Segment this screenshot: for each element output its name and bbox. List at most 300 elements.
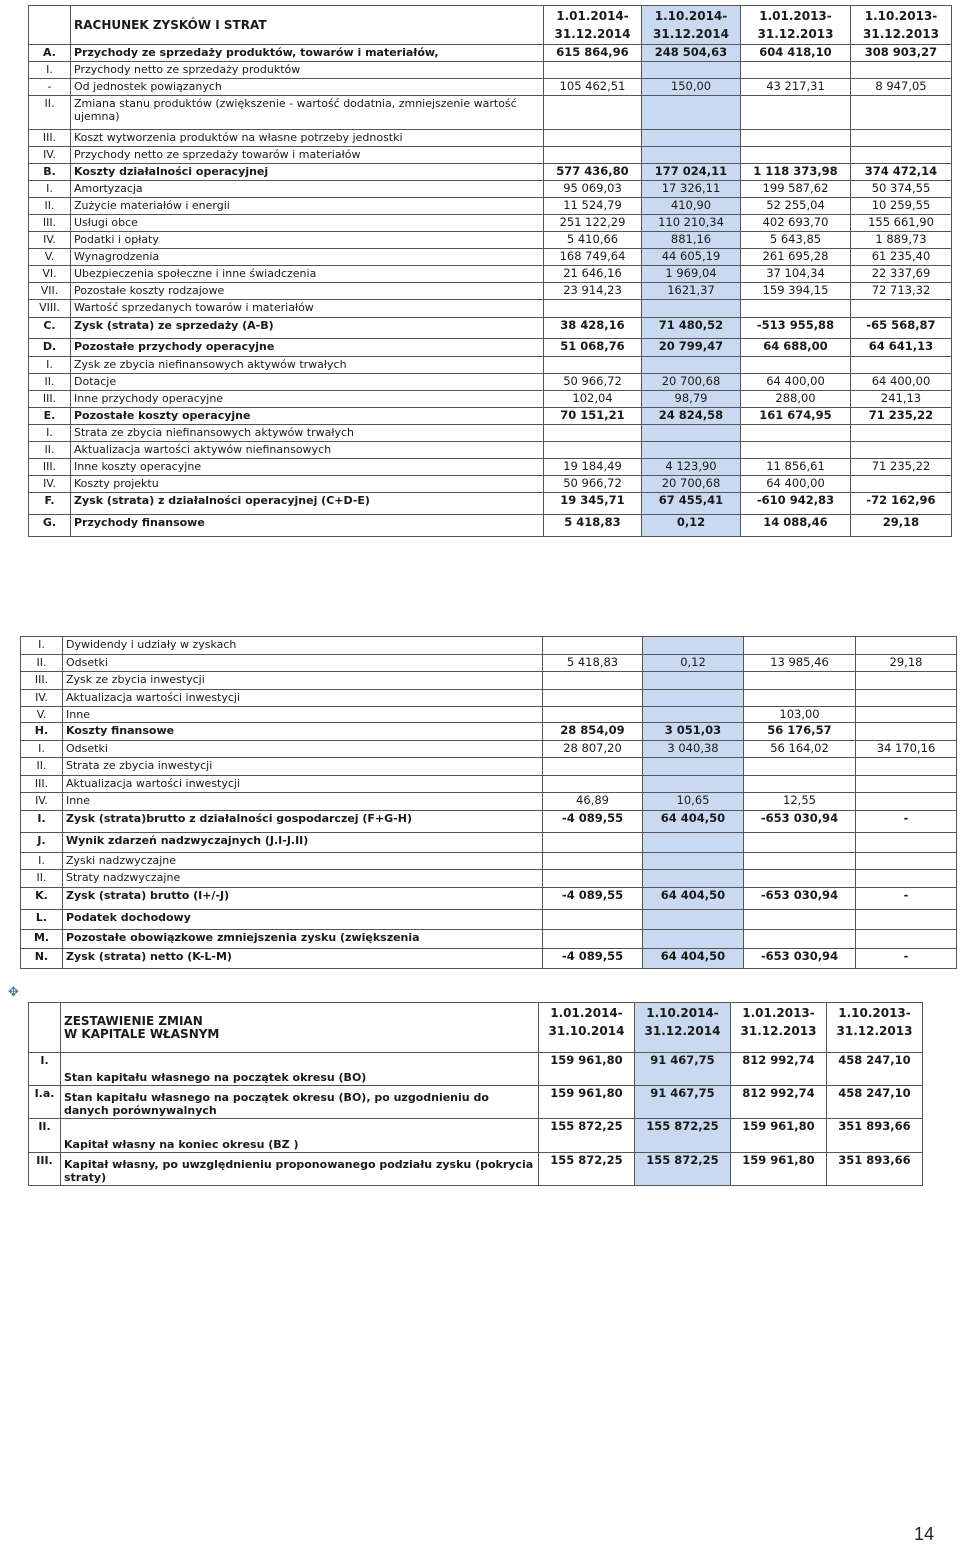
value-cell xyxy=(543,672,643,690)
table-row xyxy=(29,1119,923,1153)
value-cell xyxy=(744,689,856,707)
value-cell: 14 088,46 xyxy=(741,515,851,537)
value-cell: 20 700,68 xyxy=(642,476,741,493)
value-cell: 91 467,75 xyxy=(635,1053,731,1086)
value-cell: 102,04 xyxy=(544,391,642,408)
table-row xyxy=(21,948,957,968)
table-row xyxy=(29,283,952,300)
value-cell: 0,12 xyxy=(643,654,744,672)
header-row xyxy=(29,6,952,45)
value-cell: 44 605,19 xyxy=(642,249,741,266)
period-header: 1.10.2013- 31.12.2013 xyxy=(827,1003,923,1053)
row-code: IV. xyxy=(21,689,63,707)
value-cell: - xyxy=(856,810,957,832)
value-cell: 50 966,72 xyxy=(544,476,642,493)
value-cell: 46,89 xyxy=(543,793,643,811)
value-cell: 5 418,83 xyxy=(544,515,642,537)
value-cell: 155 661,90 xyxy=(851,215,952,232)
header-code-cell xyxy=(29,6,71,45)
row-label: Stan kapitału własnego na początek okresu (BO), po uzgodnieniu do danych porównywalnych xyxy=(61,1086,539,1119)
value-cell: 5 410,66 xyxy=(544,232,642,249)
value-cell: 881,16 xyxy=(642,232,741,249)
table-row xyxy=(29,266,952,283)
row-code: III. xyxy=(21,672,63,690)
value-cell: 17 326,11 xyxy=(642,181,741,198)
value-cell xyxy=(856,929,957,948)
value-cell xyxy=(856,723,957,741)
row-code: I. xyxy=(21,810,63,832)
row-label: Zysk (strata) z działalności operacyjnej (C+D-E) xyxy=(71,493,544,515)
value-cell: 1 118 373,98 xyxy=(741,164,851,181)
value-cell: 308 903,27 xyxy=(851,45,952,62)
value-cell: 11 856,61 xyxy=(741,459,851,476)
value-cell xyxy=(744,775,856,793)
value-cell: 20 799,47 xyxy=(642,339,741,357)
row-label: Pozostałe koszty operacyjne xyxy=(71,408,544,425)
value-cell xyxy=(741,357,851,374)
value-cell: 11 524,79 xyxy=(544,198,642,215)
table-row xyxy=(29,493,952,515)
value-cell xyxy=(851,300,952,318)
value-cell xyxy=(744,909,856,929)
value-cell: 110 210,34 xyxy=(642,215,741,232)
value-cell: 10,65 xyxy=(643,793,744,811)
row-code: III. xyxy=(29,215,71,232)
table-row xyxy=(29,425,952,442)
table-row xyxy=(29,318,952,339)
value-cell: 12,55 xyxy=(744,793,856,811)
value-cell xyxy=(741,62,851,79)
value-cell: -653 030,94 xyxy=(744,948,856,968)
value-cell: 37 104,34 xyxy=(741,266,851,283)
row-label: Kapitał własny, po uwzględnieniu proponowanego podziału zysku (pokrycia straty) xyxy=(61,1153,539,1186)
value-cell: 155 872,25 xyxy=(635,1119,731,1153)
value-cell: 19 184,49 xyxy=(544,459,642,476)
value-cell xyxy=(856,870,957,888)
row-label: Dotacje xyxy=(71,374,544,391)
value-cell: -653 030,94 xyxy=(744,887,856,909)
value-cell: 64 688,00 xyxy=(741,339,851,357)
row-code: V. xyxy=(29,249,71,266)
value-cell: 351 893,66 xyxy=(827,1153,923,1186)
value-cell xyxy=(642,147,741,164)
row-label: Strata ze zbycia niefinansowych aktywów trwałych xyxy=(71,425,544,442)
value-cell xyxy=(544,425,642,442)
row-label: Koszt wytworzenia produktów na własne potrzeby jednostki xyxy=(71,130,544,147)
value-cell xyxy=(543,832,643,852)
row-code: I.a. xyxy=(29,1086,61,1119)
value-cell: 72 713,32 xyxy=(851,283,952,300)
table-row xyxy=(21,689,957,707)
row-label: Aktualizacja wartości aktywów niefinansowych xyxy=(71,442,544,459)
row-code: I. xyxy=(21,637,63,655)
row-code: II. xyxy=(21,758,63,776)
value-cell: -72 162,96 xyxy=(851,493,952,515)
value-cell: 159 961,80 xyxy=(539,1086,635,1119)
table-row xyxy=(21,672,957,690)
table-row xyxy=(29,232,952,249)
row-label: Zysk ze zbycia inwestycji xyxy=(63,672,543,690)
value-cell xyxy=(544,96,642,130)
value-cell: 351 893,66 xyxy=(827,1119,923,1153)
table-row xyxy=(21,810,957,832)
table-row xyxy=(29,79,952,96)
row-label: Podatki i opłaty xyxy=(71,232,544,249)
value-cell: 458 247,10 xyxy=(827,1053,923,1086)
table-move-handle-icon[interactable]: ✥ xyxy=(8,985,19,1000)
value-cell xyxy=(643,758,744,776)
page-number: 14 xyxy=(914,1524,935,1544)
table-row xyxy=(21,723,957,741)
equity-changes-table xyxy=(28,1002,923,1186)
value-cell: 604 418,10 xyxy=(741,45,851,62)
row-code: II. xyxy=(21,654,63,672)
value-cell: 4 123,90 xyxy=(642,459,741,476)
value-cell: 50 374,55 xyxy=(851,181,952,198)
value-cell: 28 854,09 xyxy=(543,723,643,741)
value-cell: 61 235,40 xyxy=(851,249,952,266)
row-code: II. xyxy=(29,198,71,215)
value-cell: 29,18 xyxy=(851,515,952,537)
value-cell: 3 040,38 xyxy=(643,740,744,758)
table-row xyxy=(29,249,952,266)
value-cell: -513 955,88 xyxy=(741,318,851,339)
row-label: Koszty działalności operacyjnej xyxy=(71,164,544,181)
value-cell xyxy=(643,929,744,948)
value-cell xyxy=(643,775,744,793)
row-label: Aktualizacja wartości inwestycji xyxy=(63,689,543,707)
row-label: Inne koszty operacyjne xyxy=(71,459,544,476)
value-cell: 261 695,28 xyxy=(741,249,851,266)
value-cell: 64 400,00 xyxy=(741,476,851,493)
value-cell xyxy=(744,929,856,948)
value-cell xyxy=(643,870,744,888)
row-code: N. xyxy=(21,948,63,968)
value-cell xyxy=(856,909,957,929)
value-cell xyxy=(543,870,643,888)
value-cell xyxy=(741,147,851,164)
value-cell xyxy=(642,357,741,374)
row-code: B. xyxy=(29,164,71,181)
table-row xyxy=(21,775,957,793)
row-code: I. xyxy=(29,425,71,442)
row-code: I. xyxy=(29,181,71,198)
value-cell xyxy=(856,832,957,852)
value-cell: 56 176,57 xyxy=(744,723,856,741)
value-cell xyxy=(744,758,856,776)
value-cell xyxy=(543,689,643,707)
row-label: Pozostałe koszty rodzajowe xyxy=(71,283,544,300)
row-label: Kapitał własny na koniec okresu (BZ ) xyxy=(61,1119,539,1153)
value-cell: 155 872,25 xyxy=(539,1119,635,1153)
value-cell: 3 051,03 xyxy=(643,723,744,741)
value-cell xyxy=(741,442,851,459)
table-row xyxy=(21,852,957,870)
row-label: Przychody ze sprzedaży produktów, towarów i materiałów, xyxy=(71,45,544,62)
row-label: Zużycie materiałów i energii xyxy=(71,198,544,215)
value-cell: 64 404,50 xyxy=(643,887,744,909)
table-row xyxy=(29,408,952,425)
table-row xyxy=(29,339,952,357)
header-code-cell xyxy=(29,1003,61,1053)
value-cell xyxy=(851,357,952,374)
table-row xyxy=(21,929,957,948)
period-header: 1.10.2014- 31.12.2014 xyxy=(635,1003,731,1053)
value-cell: 410,90 xyxy=(642,198,741,215)
row-label: Podatek dochodowy xyxy=(63,909,543,929)
table-title: RACHUNEK ZYSKÓW I STRAT xyxy=(71,6,544,45)
value-cell xyxy=(543,929,643,948)
value-cell: 43 217,31 xyxy=(741,79,851,96)
table-row xyxy=(29,1153,923,1186)
value-cell xyxy=(856,775,957,793)
row-code: - xyxy=(29,79,71,96)
row-code: G. xyxy=(29,515,71,537)
value-cell: 159 394,15 xyxy=(741,283,851,300)
value-cell xyxy=(543,637,643,655)
row-code: III. xyxy=(29,459,71,476)
value-cell xyxy=(851,442,952,459)
value-cell xyxy=(544,62,642,79)
row-label: Wynagrodzenia xyxy=(71,249,544,266)
row-code: III. xyxy=(21,775,63,793)
period-header: 1.01.2014- 31.12.2014 xyxy=(544,6,642,45)
table-row xyxy=(21,707,957,723)
value-cell: 95 069,03 xyxy=(544,181,642,198)
value-cell: 251 122,29 xyxy=(544,215,642,232)
value-cell xyxy=(642,425,741,442)
value-cell: 577 436,80 xyxy=(544,164,642,181)
value-cell: 21 646,16 xyxy=(544,266,642,283)
value-cell: 23 914,23 xyxy=(544,283,642,300)
value-cell: 28 807,20 xyxy=(543,740,643,758)
row-code: I. xyxy=(29,1053,61,1086)
row-label: Koszty finansowe xyxy=(63,723,543,741)
value-cell: 52 255,04 xyxy=(741,198,851,215)
value-cell xyxy=(642,62,741,79)
value-cell xyxy=(851,425,952,442)
value-cell: 812 992,74 xyxy=(731,1053,827,1086)
value-cell: 64 641,13 xyxy=(851,339,952,357)
header-row xyxy=(29,1003,923,1053)
table-row xyxy=(29,391,952,408)
period-header: 1.01.2013- 31.12.2013 xyxy=(731,1003,827,1053)
table-row xyxy=(21,637,957,655)
row-code: V. xyxy=(21,707,63,723)
value-cell: 155 872,25 xyxy=(539,1153,635,1186)
table-row xyxy=(29,476,952,493)
value-cell: 64 400,00 xyxy=(741,374,851,391)
value-cell xyxy=(741,425,851,442)
value-cell xyxy=(543,775,643,793)
row-label: Zysk (strata) netto (K-L-M) xyxy=(63,948,543,968)
value-cell xyxy=(851,62,952,79)
table-row xyxy=(29,45,952,62)
table-row xyxy=(21,870,957,888)
value-cell xyxy=(643,637,744,655)
period-header: 1.10.2014- 31.12.2014 xyxy=(642,6,741,45)
row-label: Amortyzacja xyxy=(71,181,544,198)
row-label: Zysk (strata) brutto (I+/-J) xyxy=(63,887,543,909)
value-cell xyxy=(851,130,952,147)
value-cell xyxy=(543,909,643,929)
row-label: Zysk (strata) ze sprzedaży (A-B) xyxy=(71,318,544,339)
row-label: Usługi obce xyxy=(71,215,544,232)
value-cell: 812 992,74 xyxy=(731,1086,827,1119)
table-row xyxy=(21,654,957,672)
value-cell: 458 247,10 xyxy=(827,1086,923,1119)
value-cell xyxy=(544,300,642,318)
value-cell xyxy=(856,852,957,870)
row-code: M. xyxy=(21,929,63,948)
value-cell: 0,12 xyxy=(642,515,741,537)
table-row xyxy=(21,793,957,811)
value-cell xyxy=(543,707,643,723)
row-code: H. xyxy=(21,723,63,741)
value-cell xyxy=(643,832,744,852)
row-code: L. xyxy=(21,909,63,929)
value-cell xyxy=(851,96,952,130)
row-code: VII. xyxy=(29,283,71,300)
row-code: IV. xyxy=(21,793,63,811)
value-cell: -4 089,55 xyxy=(543,948,643,968)
table-row xyxy=(29,357,952,374)
table-row xyxy=(29,374,952,391)
row-label: Ubezpieczenia społeczne i inne świadczenia xyxy=(71,266,544,283)
table-row xyxy=(29,1086,923,1119)
value-cell xyxy=(643,689,744,707)
value-cell xyxy=(744,852,856,870)
row-label: Pozostałe przychody operacyjne xyxy=(71,339,544,357)
value-cell: 155 872,25 xyxy=(635,1153,731,1186)
table-row xyxy=(29,181,952,198)
value-cell: 10 259,55 xyxy=(851,198,952,215)
row-label: Dywidendy i udziały w zyskach xyxy=(63,637,543,655)
value-cell: -4 089,55 xyxy=(543,810,643,832)
table-title: ZESTAWIENIE ZMIAN W KAPITALE WŁASNYM xyxy=(61,1003,539,1053)
value-cell: - xyxy=(856,887,957,909)
value-cell xyxy=(851,147,952,164)
row-code: E. xyxy=(29,408,71,425)
value-cell: 1 969,04 xyxy=(642,266,741,283)
row-code: J. xyxy=(21,832,63,852)
value-cell xyxy=(744,637,856,655)
value-cell: 177 024,11 xyxy=(642,164,741,181)
table-row xyxy=(21,909,957,929)
row-label: Przychody netto ze sprzedaży towarów i materiałów xyxy=(71,147,544,164)
table-row xyxy=(29,1053,923,1086)
value-cell: 20 700,68 xyxy=(642,374,741,391)
period-header: 1.10.2013- 31.12.2013 xyxy=(851,6,952,45)
row-code: K. xyxy=(21,887,63,909)
table-row xyxy=(29,147,952,164)
value-cell: - xyxy=(856,948,957,968)
income-statement-continued-table xyxy=(20,636,957,969)
value-cell: 402 693,70 xyxy=(741,215,851,232)
value-cell xyxy=(544,147,642,164)
row-label: Inne xyxy=(63,793,543,811)
value-cell xyxy=(544,442,642,459)
row-code: VI. xyxy=(29,266,71,283)
value-cell: -4 089,55 xyxy=(543,887,643,909)
value-cell: 168 749,64 xyxy=(544,249,642,266)
table-row xyxy=(29,215,952,232)
row-code: D. xyxy=(29,339,71,357)
value-cell: 5 418,83 xyxy=(543,654,643,672)
row-label: Odsetki xyxy=(63,740,543,758)
value-cell: 13 985,46 xyxy=(744,654,856,672)
row-code: A. xyxy=(29,45,71,62)
row-code: III. xyxy=(29,1153,61,1186)
row-code: I. xyxy=(21,852,63,870)
value-cell: 64 404,50 xyxy=(643,948,744,968)
row-label: Wartość sprzedanych towarów i materiałów xyxy=(71,300,544,318)
row-label: Przychody netto ze sprzedaży produktów xyxy=(71,62,544,79)
value-cell xyxy=(642,130,741,147)
value-cell: 71 480,52 xyxy=(642,318,741,339)
table-row xyxy=(29,442,952,459)
value-cell: 98,79 xyxy=(642,391,741,408)
value-cell: 248 504,63 xyxy=(642,45,741,62)
row-code: F. xyxy=(29,493,71,515)
value-cell: 8 947,05 xyxy=(851,79,952,96)
value-cell: 615 864,96 xyxy=(544,45,642,62)
value-cell: 150,00 xyxy=(642,79,741,96)
row-label: Stan kapitału własnego na początek okresu (BO) xyxy=(61,1053,539,1086)
value-cell: 1621,37 xyxy=(642,283,741,300)
value-cell xyxy=(643,909,744,929)
row-code: III. xyxy=(29,130,71,147)
value-cell: 374 472,14 xyxy=(851,164,952,181)
table-row xyxy=(29,459,952,476)
table-row xyxy=(29,515,952,537)
row-code: II. xyxy=(29,374,71,391)
value-cell xyxy=(543,852,643,870)
value-cell: 159 961,80 xyxy=(731,1119,827,1153)
table-row xyxy=(29,130,952,147)
value-cell: -65 568,87 xyxy=(851,318,952,339)
row-code: III. xyxy=(29,391,71,408)
value-cell xyxy=(741,96,851,130)
row-label: Od jednostek powiązanych xyxy=(71,79,544,96)
row-code: I. xyxy=(29,357,71,374)
value-cell xyxy=(744,870,856,888)
value-cell: 103,00 xyxy=(744,707,856,723)
row-code: I. xyxy=(29,62,71,79)
row-code: IV. xyxy=(29,232,71,249)
value-cell: 159 961,80 xyxy=(731,1153,827,1186)
value-cell: 159 961,80 xyxy=(539,1053,635,1086)
row-label: Straty nadzwyczajne xyxy=(63,870,543,888)
row-label: Inne xyxy=(63,707,543,723)
value-cell xyxy=(856,637,957,655)
value-cell xyxy=(643,707,744,723)
value-cell xyxy=(643,672,744,690)
row-label: Odsetki xyxy=(63,654,543,672)
value-cell xyxy=(741,300,851,318)
value-cell xyxy=(856,793,957,811)
row-code: IV. xyxy=(29,147,71,164)
value-cell: 34 170,16 xyxy=(856,740,957,758)
table-row xyxy=(29,198,952,215)
value-cell xyxy=(856,758,957,776)
value-cell xyxy=(851,476,952,493)
value-cell xyxy=(744,672,856,690)
value-cell xyxy=(544,130,642,147)
row-label: Inne przychody operacyjne xyxy=(71,391,544,408)
value-cell xyxy=(544,357,642,374)
value-cell xyxy=(856,672,957,690)
